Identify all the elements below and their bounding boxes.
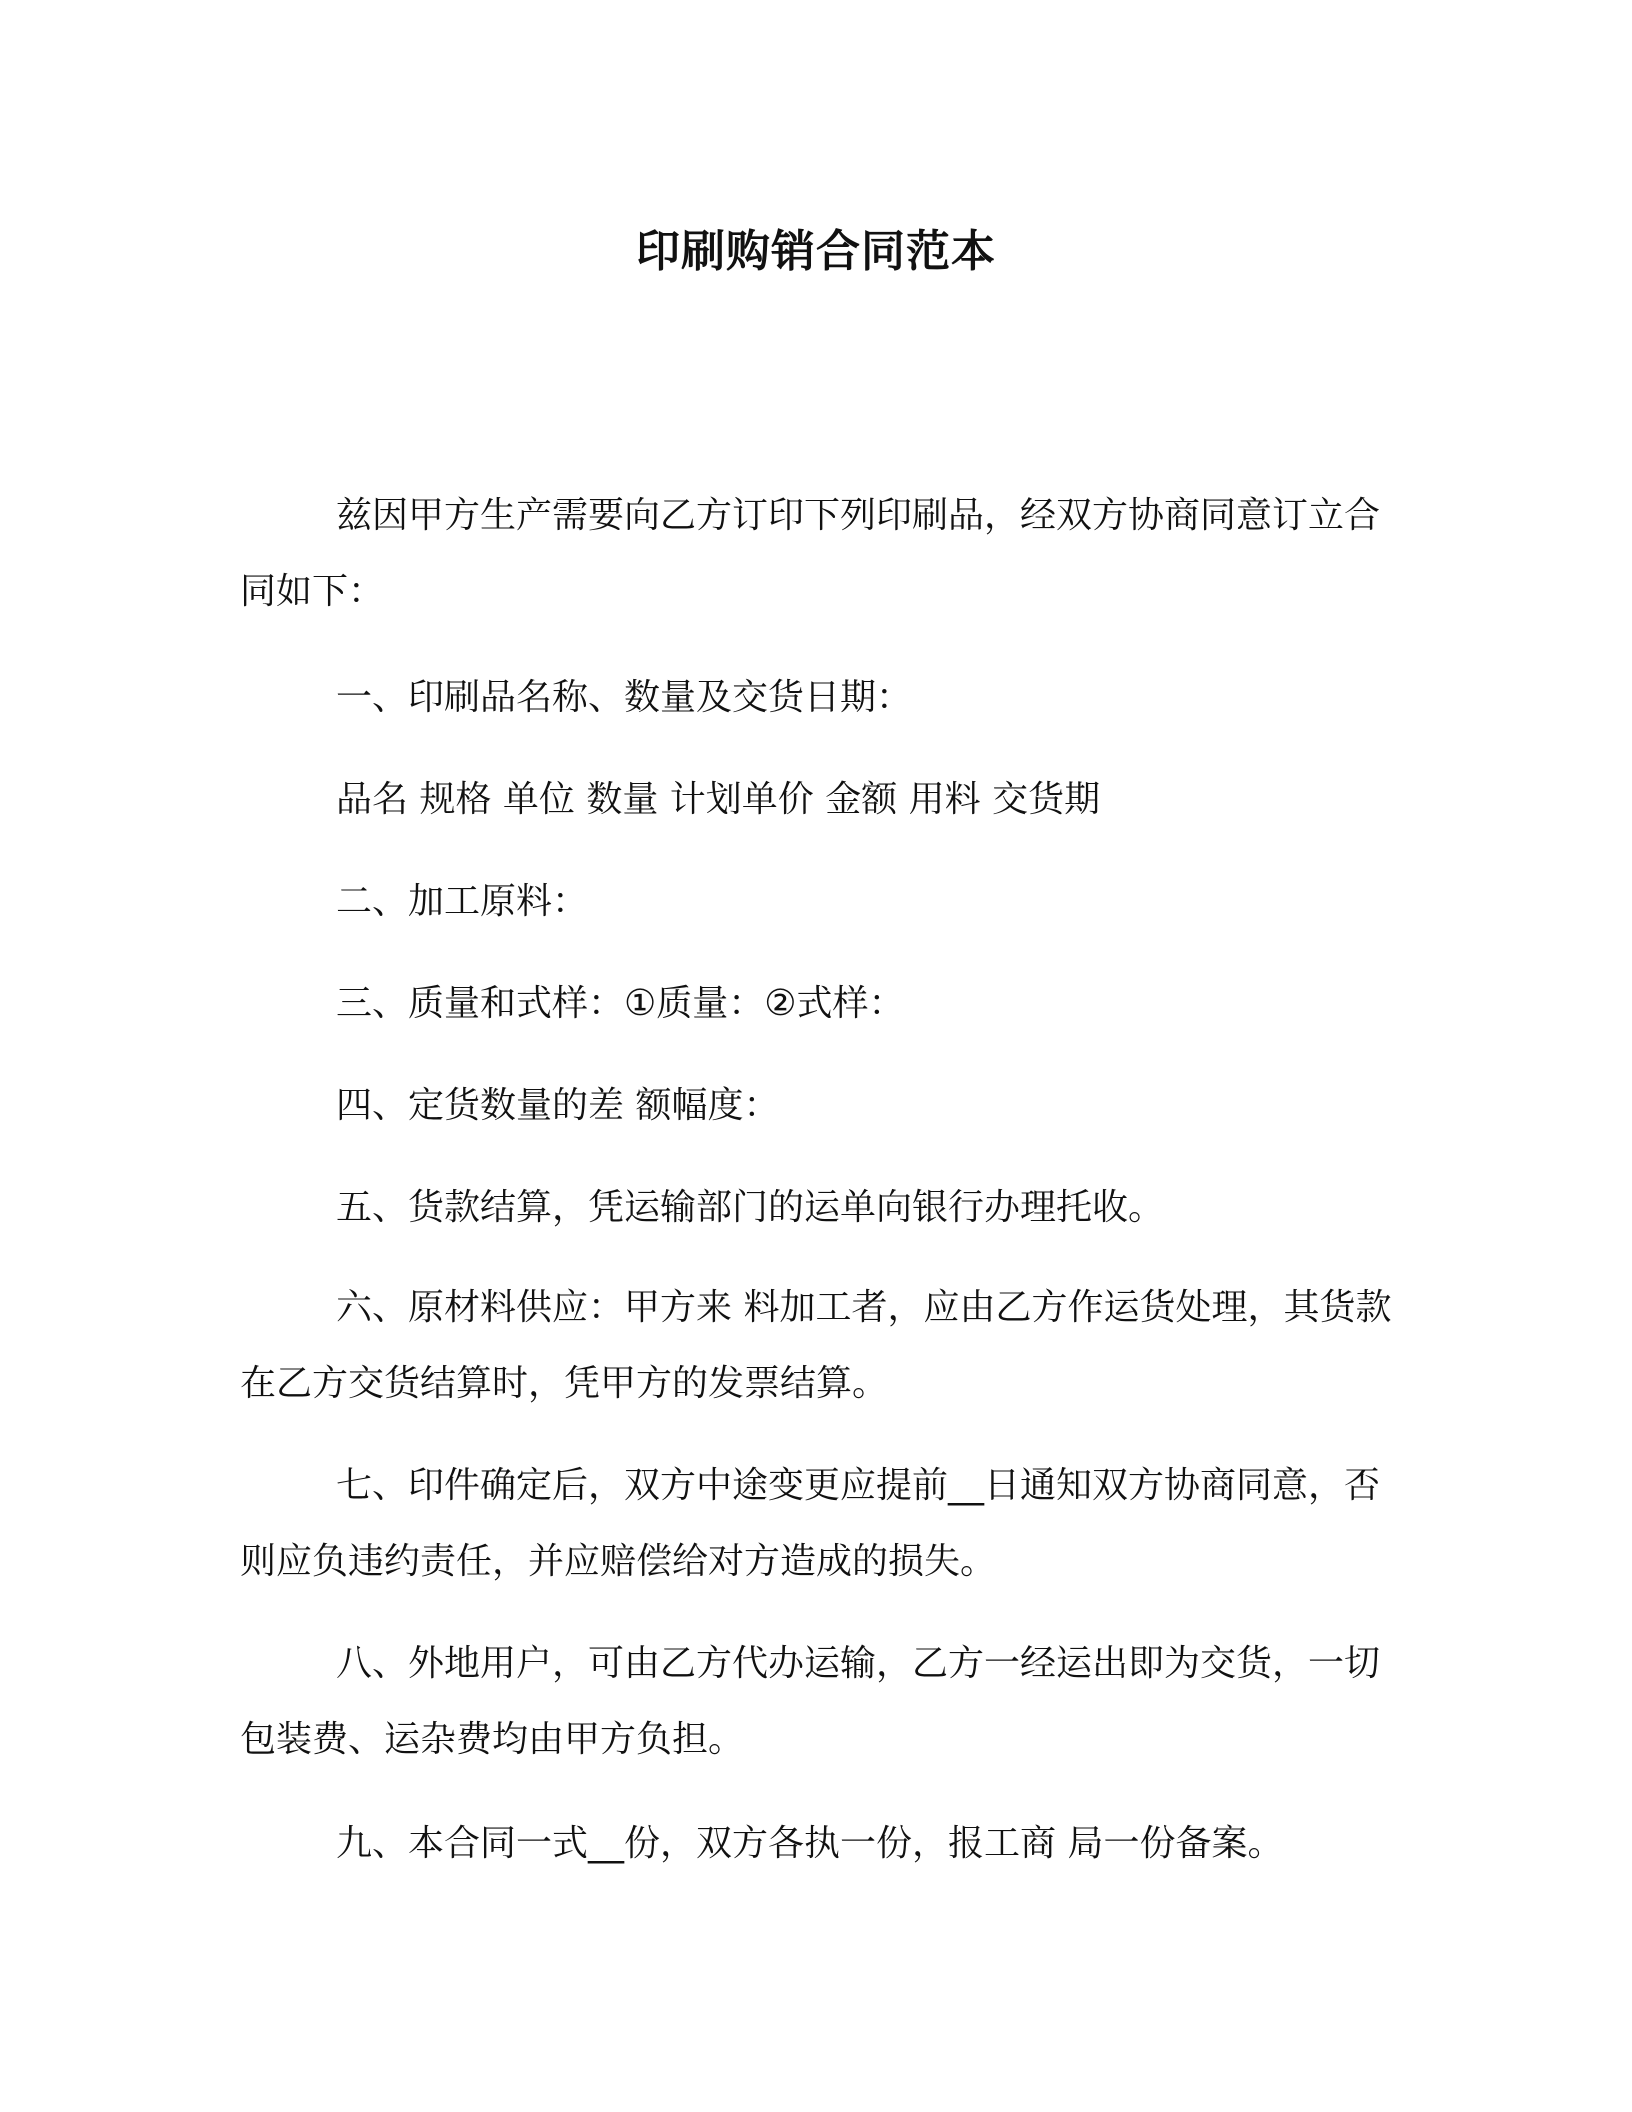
- paragraph-clause-4: 四、定货数量的差 额幅度：: [336, 1085, 780, 1126]
- paragraph-clause-9: 九、本合同一式__份，双方各执一份，报工商 局一份备案。: [336, 1823, 1284, 1864]
- paragraph-item-headers: 品名 规格 单位 数量 计划单价 金额 用料 交货期: [336, 779, 1101, 820]
- paragraph-clause-2: 二、加工原料：: [336, 881, 589, 922]
- paragraph-clause-3: 三、质量和式样：①质量：②式样：: [336, 983, 905, 1024]
- paragraph-intro: 兹因甲方生产需要向乙方订印下列印刷品，经双方协商同意订立合同如下：: [240, 495, 1381, 612]
- paragraph-clause-1: 一、印刷品名称、数量及交货日期：: [336, 677, 913, 718]
- paragraph-clause-5: 五、货款结算，凭运输部门的运单向银行办理托收。: [336, 1187, 1165, 1228]
- paragraph-clause-7: 七、印件确定后，双方中途变更应提前__日通知双方协商同意，否则应负违约责任，并应赔偿给对方造成的损失。: [240, 1465, 1381, 1582]
- document-title: 印刷购销合同范本: [636, 226, 996, 277]
- paragraph-clause-6: 六、原材料供应：甲方来 料加工者，应由乙方作运货处理，其货款在乙方交货结算时，凭甲方的发票结算。: [240, 1287, 1392, 1404]
- paragraph-clause-8: 八、外地用户，可由乙方代办运输，乙方一经运出即为交货，一切包装费、运杂费均由甲方负担。: [240, 1643, 1381, 1760]
